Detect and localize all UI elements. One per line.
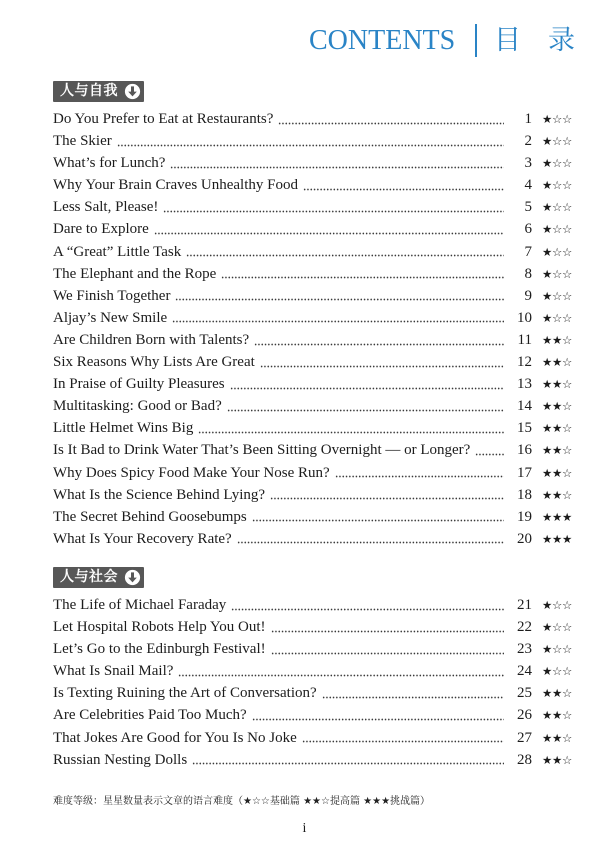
dot-leader: [254, 329, 504, 351]
entry-title: The Secret Behind Goosebumps: [53, 508, 247, 525]
dot-leader: [303, 174, 504, 196]
entry-title: Why Does Spicy Food Make Your Nose Run?: [53, 464, 330, 481]
arrow-down-circle-icon: [124, 83, 141, 100]
toc-entry: [53, 174, 574, 196]
entry-title: Are Children Born with Talents?: [53, 331, 250, 348]
dot-leader: [252, 506, 504, 528]
toc-entry: [53, 285, 574, 307]
entry-page-number: 18: [517, 486, 532, 503]
toc-entry: [53, 130, 574, 152]
difficulty-stars: ★★☆: [542, 421, 573, 436]
difficulty-stars: ★☆☆: [542, 310, 573, 325]
toc-entry: [53, 704, 574, 726]
difficulty-stars: ★★☆: [542, 377, 573, 392]
difficulty-stars: ★★☆: [542, 355, 573, 370]
entry-page-number: 22: [517, 619, 532, 636]
entry-title: What Is Snail Mail?: [53, 663, 174, 680]
toc-entry: [53, 462, 574, 484]
entry-page-number: 1: [524, 111, 532, 127]
entry-page-number: 15: [517, 420, 532, 437]
toc-entry: [53, 682, 574, 704]
toc-entry: [53, 108, 574, 130]
toc-entry: [53, 638, 574, 660]
contents-title: CONTENTS: [309, 25, 456, 56]
entry-title: Dare to Explore: [53, 221, 149, 238]
dot-leader: [260, 351, 504, 373]
dot-leader: [252, 704, 504, 726]
difficulty-stars: ★☆☆: [542, 620, 573, 635]
contents-title-chinese: 目 录: [494, 25, 575, 56]
entry-page-number: 10: [517, 309, 532, 326]
entry-page-number: 5: [524, 199, 532, 216]
entry-page-number: 21: [517, 597, 532, 613]
toc-entry: [53, 373, 574, 395]
entry-title: Do You Prefer to Eat at Restaurants?: [53, 111, 274, 127]
section-society: [53, 567, 574, 771]
dot-leader: [237, 528, 504, 550]
toc-entry: [53, 616, 574, 638]
toc-entry: [53, 484, 574, 506]
entry-title: Russian Nesting Dolls: [53, 751, 188, 768]
toc-list: [53, 594, 574, 771]
entry-page-number: 17: [517, 464, 532, 481]
difficulty-stars: ★★☆: [542, 752, 573, 767]
dot-leader: [230, 373, 504, 395]
entry-title: What’s for Lunch?: [53, 155, 166, 172]
toc-entry: [53, 594, 574, 616]
dot-leader: [322, 682, 504, 704]
entry-page-number: 4: [524, 177, 532, 194]
entry-page-number: 13: [517, 376, 532, 393]
entry-title: The Elephant and the Rope: [53, 265, 217, 282]
difficulty-stars: ★☆☆: [542, 112, 573, 126]
entry-page-number: 3: [524, 155, 532, 172]
difficulty-stars: ★★☆: [542, 708, 573, 723]
difficulty-stars: ★★★: [542, 531, 573, 546]
toc-entry: [53, 506, 574, 528]
dot-leader: [278, 108, 504, 130]
dot-leader: [271, 638, 504, 660]
entry-title: The Life of Michael Faraday: [53, 597, 227, 613]
difficulty-stars: ★☆☆: [542, 598, 573, 612]
dot-leader: [154, 218, 504, 240]
toc-entry: [53, 395, 574, 417]
difficulty-stars: ★☆☆: [542, 664, 573, 679]
difficulty-stars: ★★☆: [542, 730, 573, 745]
entry-title: Let’s Go to the Edinburgh Festival!: [53, 641, 266, 658]
section-label: 人与自我: [60, 83, 118, 99]
toc-entry: [53, 351, 574, 373]
entry-title: What Is Your Recovery Rate?: [53, 530, 232, 547]
entry-page-number: 19: [517, 508, 532, 525]
dot-leader: [175, 285, 504, 307]
difficulty-stars: ★☆☆: [542, 288, 573, 303]
toc-entry: [53, 417, 574, 439]
entry-page-number: 14: [517, 398, 532, 415]
toc-entry: [53, 196, 574, 218]
difficulty-stars: ★☆☆: [542, 134, 573, 149]
toc-entry: [53, 329, 574, 351]
entry-title: Aljay’s New Smile: [53, 309, 168, 326]
toc-entry: [53, 528, 574, 550]
entry-page-number: 23: [517, 641, 532, 658]
dot-leader: [186, 241, 504, 263]
title-divider: [475, 24, 477, 57]
entry-page-number: 12: [517, 354, 532, 371]
entry-page-number: 28: [517, 751, 532, 768]
dot-leader: [231, 594, 504, 616]
toc-entry: [53, 241, 574, 263]
difficulty-stars: ★★☆: [542, 487, 573, 502]
entry-page-number: 8: [524, 265, 532, 282]
difficulty-stars: ★☆☆: [542, 244, 573, 259]
arrow-down-circle-icon: [124, 569, 141, 586]
section-heading: [53, 81, 144, 102]
entry-title: Less Salt, Please!: [53, 199, 159, 216]
toc-entry: [53, 749, 574, 771]
entry-title: That Jokes Are Good for You Is No Joke: [53, 729, 297, 746]
entry-title: Little Helmet Wins Big: [53, 420, 194, 437]
entry-page-number: 26: [517, 707, 532, 724]
entry-title: Multitasking: Good or Bad?: [53, 398, 222, 415]
toc-entry: [53, 218, 574, 240]
toc-entry: [53, 307, 574, 329]
entry-title: In Praise of Guilty Pleasures: [53, 376, 225, 393]
difficulty-stars: ★★★: [542, 509, 573, 524]
dot-leader: [192, 749, 504, 771]
entry-title: Is It Bad to Drink Water That’s Been Sitting Overnight — or Longer?: [53, 442, 471, 459]
difficulty-stars: ★★☆: [542, 332, 573, 347]
entry-page-number: 16: [517, 442, 532, 459]
toc-entry: [53, 660, 574, 682]
entry-title: Six Reasons Why Lists Are Great: [53, 354, 255, 371]
difficulty-stars: ★☆☆: [542, 222, 573, 237]
difficulty-stars: ★☆☆: [542, 156, 573, 171]
entry-title: Let Hospital Robots Help You Out!: [53, 619, 266, 636]
entry-title: Why Your Brain Craves Unhealthy Food: [53, 177, 298, 194]
toc-entry: [53, 263, 574, 285]
entry-title: Is Texting Ruining the Art of Conversation?: [53, 685, 317, 702]
entry-page-number: 6: [524, 221, 532, 238]
difficulty-stars: ★☆☆: [542, 642, 573, 657]
toc-entry: [53, 152, 574, 174]
entry-page-number: 27: [517, 729, 532, 746]
entry-title: The Skier: [53, 133, 112, 150]
entry-page-number: 11: [517, 331, 532, 348]
entry-page-number: 20: [517, 530, 532, 547]
toc-entry: [53, 439, 574, 461]
entry-page-number: 25: [517, 685, 532, 702]
entry-title: Are Celebrities Paid Too Much?: [53, 707, 247, 724]
entry-page-number: 2: [524, 133, 532, 150]
difficulty-stars: ★★☆: [542, 399, 573, 414]
difficulty-stars: ★☆☆: [542, 200, 573, 215]
dot-leader: [117, 130, 504, 152]
entry-page-number: 7: [524, 243, 532, 260]
dot-leader: [227, 395, 504, 417]
dot-leader: [163, 196, 504, 218]
section-label: 人与社会: [60, 569, 118, 585]
toc-entry: [53, 727, 574, 749]
dot-leader: [271, 616, 504, 638]
dot-leader: [170, 152, 504, 174]
section-self: [53, 81, 574, 550]
page-number: i: [302, 821, 307, 836]
difficulty-legend: 难度等级：星星数量表示文章的语言难度（★☆☆基础篇 ★★☆提高篇 ★★★挑战篇）: [53, 796, 431, 807]
dot-leader: [198, 417, 504, 439]
entry-title: A “Great” Little Task: [53, 243, 182, 260]
dot-leader: [270, 484, 504, 506]
entry-title: What Is the Science Behind Lying?: [53, 486, 266, 503]
entry-page-number: 24: [517, 663, 532, 680]
dot-leader: [172, 307, 504, 329]
dot-leader: [475, 439, 504, 461]
dot-leader: [221, 263, 504, 285]
entry-page-number: 9: [524, 287, 532, 304]
toc-list: [53, 108, 574, 550]
difficulty-stars: ★★☆: [542, 686, 573, 701]
dot-leader: [335, 462, 504, 484]
dot-leader: [302, 727, 504, 749]
difficulty-stars: ★☆☆: [542, 266, 573, 281]
section-heading: [53, 567, 144, 588]
difficulty-stars: ★★☆: [542, 443, 573, 458]
difficulty-stars: ★☆☆: [542, 178, 573, 193]
difficulty-stars: ★★☆: [542, 465, 573, 480]
dot-leader: [178, 660, 504, 682]
entry-title: We Finish Together: [53, 287, 171, 304]
